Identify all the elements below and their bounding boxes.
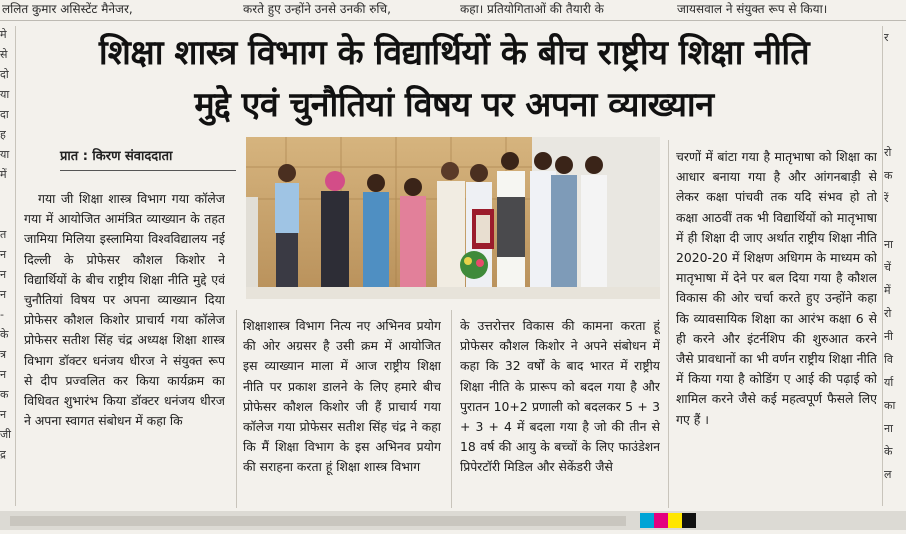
right-fragment: क bbox=[884, 169, 893, 182]
headline-line-1: शिक्षा शास्त्र विभाग के विद्यार्थियों के बीच राष्ट्रीय शिक्षा नीति bbox=[98, 33, 810, 73]
article-column-3 bbox=[460, 316, 660, 508]
left-fragment: मे bbox=[0, 28, 7, 41]
left-fragment: दो bbox=[0, 68, 9, 81]
right-fragment: ना bbox=[884, 422, 893, 435]
left-fragment: द्र bbox=[0, 448, 6, 461]
right-fragment bbox=[884, 210, 906, 233]
left-margin-column bbox=[0, 26, 14, 496]
left-fragment: - bbox=[0, 308, 4, 321]
column-rule-1 bbox=[236, 310, 237, 508]
left-fragment: न bbox=[0, 268, 7, 281]
article-column-4 bbox=[676, 147, 877, 509]
top-fragment-1: ललित कुमार असिस्टेंट मैनेजर, bbox=[2, 2, 133, 16]
right-fragment: रो bbox=[884, 307, 892, 320]
print-calibration-strip bbox=[0, 513, 636, 527]
registration-color-bar bbox=[640, 511, 700, 530]
top-fragment-2: करते हुए उन्होंने उनसे उनकी रुचि, bbox=[243, 2, 391, 16]
group-photo-illustration bbox=[246, 137, 660, 299]
paragraph: के उत्तरोत्तर विकास की कामना करता हूं प्रोफेसर कौशल किशोर ने अपने संबोधन में कहा कि 32 वर्षों के बाद भारत में राष्ट्रीय शिक्षा नीति के प्रारूप को बदल गया है और पुरातन 10+2 प्रणाली को बदलकर 5 + 3 + 3 + 4 में बदला गया है जो की तीन से 18 वर्ष की आयु के बच्चों के लिए फाउंडेशन प्रिपेरटॉरी मिडिल और सेकेंडरी जैसे bbox=[460, 318, 660, 475]
byline: प्रात : किरण संवाददाता bbox=[60, 149, 173, 164]
paragraph: चरणों में बांटा गया है मातृभाषा को शिक्षा का आधार बनाया गया है और आंगनबाड़ी से लेकर कक्षा पांचवी तक यदि संभव हो तो कक्षा आठवीं तक भी विद्यार्थियों को मातृभाषा में ही शिक्षा दी जाए अर्थात राष्ट्रीय शिक्षा नीति 2020-20 में शिक्षण अधिगम के माध्यम को मातृभाषा में देने पर बल दिया गया है कौशल विकास की ओर चर्चा करते हुए उन्होंने कहा कि व्यावसायिक शिक्षा का आरंभ कक्षा 6 से ही करने और इंटर्नशिप की शुरुआत करने जैसे प्रावधानों का भी वर्णन राष्ट्रीय शिक्षा नीति में किया गया है कोडिंग ए आई की पढ़ाई को शामिल करने जैसे कई महत्वपूर्ण फैसले लिए गए हैं । bbox=[676, 149, 877, 427]
left-fragment: ह bbox=[0, 128, 6, 141]
left-fragment: क bbox=[0, 388, 9, 401]
left-fragment: के bbox=[0, 328, 9, 341]
right-fragment: में bbox=[884, 284, 891, 297]
right-fragment: रें bbox=[884, 192, 889, 205]
left-fragment bbox=[0, 186, 14, 206]
right-fragment: वि bbox=[884, 353, 893, 366]
right-fragment: के bbox=[884, 445, 893, 458]
right-fragment: चें bbox=[884, 261, 891, 274]
calibration-marks bbox=[0, 514, 636, 528]
right-fragment: र्या bbox=[884, 376, 894, 389]
right-fragment: ना bbox=[884, 238, 893, 251]
article-column-1 bbox=[24, 189, 225, 507]
left-fragment: त्र bbox=[0, 348, 7, 361]
paragraph: शिक्षाशास्त्र विभाग नित्य नए अभिनव प्रयोग की ओर अग्रसर है उसी क्रम में आयोजित इस व्याख्यान माला में आज राष्ट्रीय शिक्षा नीति पर प्रकाश डालने के लिए हमारे बीच प्रोफेसर कौशल किशोर जी हैं प्राचार्य गया कॉलेज गया प्रोफेसर सतीश सिंह चंद्र ने कहा कि मैं शिक्षा विभाग के इस अभिनव प्रयोग की सराहना करता हूं शिक्षा शास्त्र विभाग bbox=[243, 318, 441, 475]
left-fragment: न bbox=[0, 368, 7, 381]
left-fragment: में bbox=[0, 168, 7, 181]
left-fragment: से bbox=[0, 48, 8, 61]
color-swatches bbox=[640, 511, 700, 530]
left-fragment: त bbox=[0, 228, 7, 241]
right-fragment: नी bbox=[884, 330, 893, 343]
left-fragment bbox=[0, 206, 14, 226]
column-rule-3 bbox=[668, 140, 669, 508]
left-fragment: या bbox=[0, 88, 10, 101]
right-fragment: का bbox=[884, 399, 896, 412]
left-fragment: या bbox=[0, 148, 10, 161]
headline-line-2: मुद्दे एवं चुनौतियां विषय पर अपना व्याख्यान bbox=[194, 85, 714, 125]
group-photo-image bbox=[246, 137, 660, 299]
paragraph: गया जी शिक्षा शास्त्र विभाग गया कॉलेज गया में आयोजित आमंत्रित व्याख्यान के तहत जामिया मिलिया इस्लामिया विश्वविद्यालय नई दिल्ली के प्रोफेसर कौशल किशोर ने विद्यार्थियों के बीच राष्ट्रीय शिक्षा नीति मुद्दे एवं चुनौतियां विषय पर अपना व्याख्यान दिया प्रोफेसर कौशल किशोर प्राचार्य गया कॉलेज प्रोफेसर सतीश सिंह चंद्र अध्यक्ष शिक्षा शास्त्र विभाग डॉक्टर धनंजय धीरज ने संयुक्त रूप से दीप प्रज्वलित कर किया कार्यक्रम का विधिवत शुभारंभ किया डॉक्टर धनंजय धीरज ने अपना स्वागत संबोधन में कहा कि bbox=[24, 191, 225, 429]
left-fragment: न bbox=[0, 248, 7, 261]
right-fragment: ल bbox=[884, 468, 892, 481]
right-fragment: रो bbox=[884, 146, 892, 159]
article-column-2 bbox=[243, 316, 441, 508]
left-fragment: न bbox=[0, 288, 7, 301]
byline-underline bbox=[60, 170, 236, 171]
left-fragment: न bbox=[0, 408, 7, 421]
column-rule-2 bbox=[451, 310, 452, 508]
top-fragment-3: कहा। प्रतियोगिताओं की तैयारी के bbox=[460, 2, 604, 16]
left-fragment: जी bbox=[0, 428, 12, 441]
top-rule bbox=[0, 20, 906, 21]
right-fragment: र bbox=[884, 31, 889, 44]
top-fragment-4: जायसवाल ने संयुक्त रूप से किया। bbox=[677, 2, 828, 16]
left-fragment: दा bbox=[0, 108, 9, 121]
